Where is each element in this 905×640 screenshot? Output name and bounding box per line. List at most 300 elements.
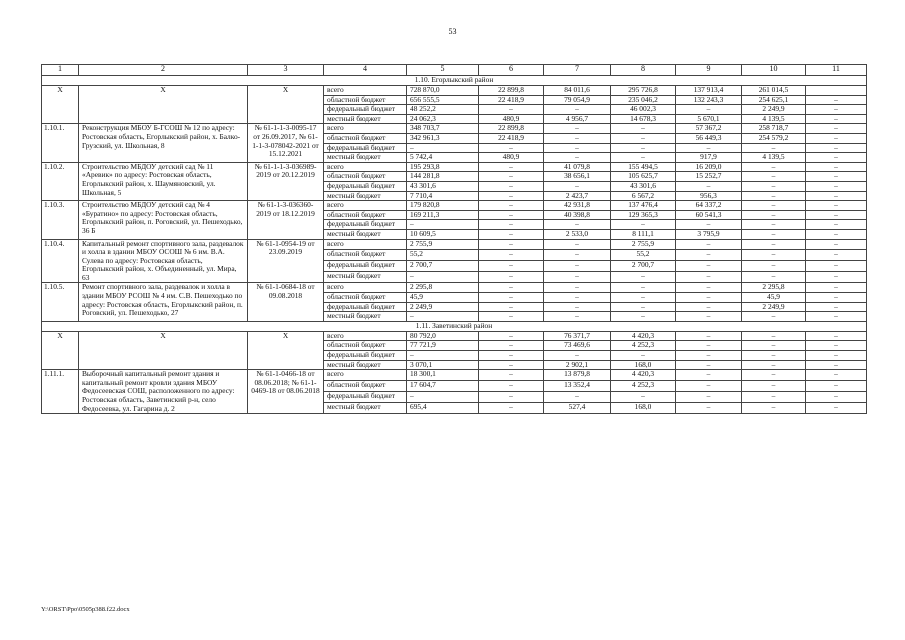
value-cell: – xyxy=(611,392,676,403)
value-cell: – xyxy=(676,181,742,191)
value-cell: 8 111,1 xyxy=(611,229,676,239)
budget-label: всего xyxy=(324,162,407,172)
value-cell: – xyxy=(479,312,544,322)
value-cell: 41 079,8 xyxy=(544,162,611,172)
value-cell: – xyxy=(742,239,806,250)
value-cell: 261 014,5 xyxy=(742,86,806,96)
program-table xyxy=(41,64,867,414)
column-number: 3 xyxy=(248,65,324,76)
budget-label: федеральный бюджет xyxy=(324,302,407,312)
value-cell: – xyxy=(611,133,676,143)
value-cell: – xyxy=(479,381,544,392)
value-cell: – xyxy=(479,229,544,239)
budget-label: местный бюджет xyxy=(324,229,407,239)
budget-label: всего xyxy=(324,239,407,250)
value-cell: – xyxy=(806,105,867,115)
value-cell: – xyxy=(806,302,867,312)
value-cell: – xyxy=(806,283,867,293)
value-cell: 168,0 xyxy=(611,360,676,370)
value-cell: – xyxy=(479,403,544,414)
value-cell: 4 956,7 xyxy=(544,114,611,124)
budget-label: всего xyxy=(324,124,407,134)
budget-label: всего xyxy=(324,201,407,211)
column-number: 7 xyxy=(544,65,611,76)
value-cell: – xyxy=(479,191,544,201)
value-cell: – xyxy=(676,351,742,361)
item-document: X xyxy=(248,86,324,124)
value-cell: 2 295,8 xyxy=(407,283,479,293)
item-document: № 61-1-0684-18 от 09.08.2018 xyxy=(248,283,324,321)
value-cell: – xyxy=(676,381,742,392)
column-number: 4 xyxy=(324,65,407,76)
budget-label: всего xyxy=(324,283,407,293)
value-cell: – xyxy=(676,392,742,403)
value-cell: – xyxy=(676,341,742,351)
value-cell: – xyxy=(479,162,544,172)
value-cell: – xyxy=(479,105,544,115)
value-cell: – xyxy=(544,133,611,143)
value-cell: – xyxy=(676,239,742,250)
table-row xyxy=(42,124,867,134)
budget-label: всего xyxy=(324,370,407,381)
table-row xyxy=(42,239,867,250)
value-cell: 5 670,1 xyxy=(676,114,742,124)
value-cell: – xyxy=(742,312,806,322)
value-cell: 132 243,3 xyxy=(676,95,742,105)
value-cell: 55,2 xyxy=(611,250,676,261)
value-cell: 656 555,5 xyxy=(407,95,479,105)
value-cell: 38 656,1 xyxy=(544,172,611,182)
value-cell: 137 476,4 xyxy=(611,201,676,211)
column-number: 5 xyxy=(407,65,479,76)
value-cell: – xyxy=(806,153,867,163)
value-cell: 4 420,3 xyxy=(611,331,676,341)
value-cell: 4 252,3 xyxy=(611,381,676,392)
item-code: 1.10.5. xyxy=(42,283,79,321)
budget-label: областной бюджет xyxy=(324,250,407,261)
value-cell: 2 755,9 xyxy=(611,239,676,250)
item-document: № 61-1-1-3-036989-2019 от 20.12.2019 xyxy=(248,162,324,200)
value-cell: 2 249,9 xyxy=(742,105,806,115)
column-number-row xyxy=(42,65,867,76)
value-cell: 2 755,9 xyxy=(407,239,479,250)
value-cell: – xyxy=(479,302,544,312)
item-name: Ремонт спортивного зала, раздевалок и холла в здании МБОУ РСОШ № 4 им. С.В. Пешеходько по адресу: Ростовская область, Егорлыкский район, п. Роговский, ул. Пешеходько, 27 xyxy=(79,283,248,321)
value-cell: 342 961,3 xyxy=(407,133,479,143)
section-title: 1.10. Егорлыкский район xyxy=(42,76,867,86)
value-cell: – xyxy=(479,272,544,283)
value-cell: – xyxy=(742,250,806,261)
page-number: 53 xyxy=(448,27,457,36)
value-cell: – xyxy=(742,220,806,230)
column-number: 2 xyxy=(79,65,248,76)
item-code: 1.10.2. xyxy=(42,162,79,200)
value-cell: – xyxy=(806,360,867,370)
value-cell: 48 252,2 xyxy=(407,105,479,115)
table-row xyxy=(42,86,867,96)
value-cell: 155 494,5 xyxy=(611,162,676,172)
value-cell: – xyxy=(611,143,676,153)
budget-label: областной бюджет xyxy=(324,293,407,303)
value-cell: 695,4 xyxy=(407,403,479,414)
table-row xyxy=(42,370,867,381)
value-cell: 55,2 xyxy=(407,250,479,261)
column-number: 10 xyxy=(742,65,806,76)
value-cell: 46 002,3 xyxy=(611,105,676,115)
value-cell: – xyxy=(806,133,867,143)
section-header-row xyxy=(42,321,867,331)
column-number: 8 xyxy=(611,65,676,76)
budget-label: областной бюджет xyxy=(324,341,407,351)
budget-label: всего xyxy=(324,86,407,96)
value-cell: 2 249,9 xyxy=(742,302,806,312)
value-cell: 45,9 xyxy=(742,293,806,303)
budget-label: местный бюджет xyxy=(324,403,407,414)
budget-label: местный бюджет xyxy=(324,114,407,124)
value-cell: – xyxy=(544,250,611,261)
value-cell: 84 011,6 xyxy=(544,86,611,96)
value-cell: – xyxy=(479,210,544,220)
budget-label: федеральный бюджет xyxy=(324,351,407,361)
value-cell: 169 211,3 xyxy=(407,210,479,220)
value-cell: – xyxy=(806,162,867,172)
value-cell: – xyxy=(479,283,544,293)
value-cell: – xyxy=(479,181,544,191)
value-cell: – xyxy=(611,220,676,230)
value-cell: – xyxy=(742,191,806,201)
value-cell: – xyxy=(611,153,676,163)
value-cell: – xyxy=(806,114,867,124)
value-cell: 13 879,8 xyxy=(544,370,611,381)
column-number: 9 xyxy=(676,65,742,76)
value-cell: – xyxy=(742,331,806,341)
budget-label: всего xyxy=(324,331,407,341)
budget-label: местный бюджет xyxy=(324,360,407,370)
value-cell: – xyxy=(742,272,806,283)
value-cell: 43 301,6 xyxy=(611,181,676,191)
value-cell: – xyxy=(544,124,611,134)
value-cell: – xyxy=(676,293,742,303)
value-cell: – xyxy=(806,370,867,381)
value-cell: – xyxy=(676,302,742,312)
value-cell: – xyxy=(407,272,479,283)
value-cell: – xyxy=(544,239,611,250)
value-cell: – xyxy=(742,229,806,239)
value-cell: – xyxy=(806,210,867,220)
value-cell: 22 418,9 xyxy=(479,95,544,105)
value-cell: – xyxy=(806,220,867,230)
value-cell: 2 700,7 xyxy=(611,261,676,272)
value-cell: 480,9 xyxy=(479,114,544,124)
value-cell: – xyxy=(479,370,544,381)
value-cell: – xyxy=(544,105,611,115)
value-cell: 254 579,2 xyxy=(742,133,806,143)
value-cell: – xyxy=(742,261,806,272)
value-cell: – xyxy=(806,341,867,351)
value-cell: 22 899,8 xyxy=(479,124,544,134)
item-name: Строительство МБДОУ детский сад № 4 «Буратино» по адресу: Ростовская область, Егорлыкский район, п. Роговский, ул. Пешеходько, 36 Б xyxy=(79,201,248,239)
value-cell: 64 337,2 xyxy=(676,201,742,211)
item-name: Реконструкция МБОУ Б-ГСОШ № 12 по адресу: Ростовская область, Егорлыкский район, х. Балко-Грузский, ул. Школьная, 8 xyxy=(79,124,248,162)
value-cell: – xyxy=(479,351,544,361)
value-cell: – xyxy=(479,331,544,341)
value-cell: 129 365,3 xyxy=(611,210,676,220)
value-cell: – xyxy=(479,220,544,230)
value-cell: – xyxy=(676,360,742,370)
value-cell: – xyxy=(479,172,544,182)
budget-label: федеральный бюджет xyxy=(324,181,407,191)
column-number: 6 xyxy=(479,65,544,76)
column-number: 11 xyxy=(806,65,867,76)
value-cell: 3 795,9 xyxy=(676,229,742,239)
value-cell: 2 295,8 xyxy=(742,283,806,293)
value-cell: 43 301,6 xyxy=(407,181,479,191)
value-cell: – xyxy=(806,351,867,361)
value-cell: 254 625,1 xyxy=(742,95,806,105)
budget-label: областной бюджет xyxy=(324,95,407,105)
table-row xyxy=(42,201,867,211)
value-cell: 17 604,7 xyxy=(407,381,479,392)
value-cell: – xyxy=(806,331,867,341)
value-cell: 2 902,1 xyxy=(544,360,611,370)
item-document: X xyxy=(248,331,324,369)
item-code: 1.10.3. xyxy=(42,201,79,239)
budget-label: местный бюджет xyxy=(324,312,407,322)
value-cell: – xyxy=(544,302,611,312)
table-row xyxy=(42,331,867,341)
value-cell: 956,3 xyxy=(676,191,742,201)
value-cell: – xyxy=(742,341,806,351)
value-cell: 45,9 xyxy=(407,293,479,303)
value-cell: – xyxy=(806,381,867,392)
value-cell: – xyxy=(742,403,806,414)
file-path: Y:\ORST\Ppo\0505p388.f22.docx xyxy=(41,606,130,613)
value-cell: – xyxy=(806,124,867,134)
budget-label: федеральный бюджет xyxy=(324,392,407,403)
item-code: 1.10.4. xyxy=(42,239,79,283)
value-cell: – xyxy=(407,220,479,230)
value-cell: 179 820,8 xyxy=(407,201,479,211)
value-cell: – xyxy=(407,392,479,403)
value-cell: – xyxy=(544,392,611,403)
item-name: Капитальный ремонт спортивного зала, раздевалок и холла в здании МБОУ ОСОШ № 6 им. В.А. Сулева по адресу: Ростовская область, Егорлыкский район, х. Объединенный, ул. Мира, 63 xyxy=(79,239,248,283)
value-cell: – xyxy=(806,191,867,201)
value-cell: – xyxy=(742,172,806,182)
value-cell: 79 054,9 xyxy=(544,95,611,105)
value-cell: – xyxy=(676,312,742,322)
value-cell: 480,9 xyxy=(479,153,544,163)
value-cell: – xyxy=(479,239,544,250)
value-cell: 4 420,3 xyxy=(611,370,676,381)
table-row xyxy=(42,283,867,293)
value-cell: – xyxy=(611,302,676,312)
value-cell: – xyxy=(407,351,479,361)
value-cell: 22 418,9 xyxy=(479,133,544,143)
value-cell: 22 899,8 xyxy=(479,86,544,96)
value-cell: – xyxy=(806,312,867,322)
value-cell: – xyxy=(676,370,742,381)
value-cell: 168,0 xyxy=(611,403,676,414)
value-cell: 728 870,0 xyxy=(407,86,479,96)
value-cell: – xyxy=(806,239,867,250)
budget-label: областной бюджет xyxy=(324,133,407,143)
value-cell: – xyxy=(611,293,676,303)
value-cell: 5 742,4 xyxy=(407,153,479,163)
value-cell: – xyxy=(544,153,611,163)
budget-label: федеральный бюджет xyxy=(324,105,407,115)
value-cell: – xyxy=(742,181,806,191)
budget-label: федеральный бюджет xyxy=(324,143,407,153)
value-cell: – xyxy=(806,261,867,272)
value-cell: – xyxy=(806,172,867,182)
value-cell: 2 423,7 xyxy=(544,191,611,201)
value-cell: 2 249,9 xyxy=(407,302,479,312)
value-cell: 4 139,5 xyxy=(742,153,806,163)
item-code: X xyxy=(42,331,79,369)
value-cell: – xyxy=(544,272,611,283)
value-cell: – xyxy=(742,210,806,220)
value-cell: – xyxy=(676,143,742,153)
budget-label: местный бюджет xyxy=(324,272,407,283)
value-cell: – xyxy=(611,283,676,293)
value-cell: – xyxy=(806,95,867,105)
value-cell: 2 533,0 xyxy=(544,229,611,239)
value-cell: – xyxy=(676,105,742,115)
value-cell: 56 449,3 xyxy=(676,133,742,143)
value-cell: – xyxy=(742,351,806,361)
column-number: 1 xyxy=(42,65,79,76)
value-cell: 73 469,6 xyxy=(544,341,611,351)
value-cell: 2 700,7 xyxy=(407,261,479,272)
value-cell: 917,9 xyxy=(676,153,742,163)
value-cell: – xyxy=(544,181,611,191)
value-cell: – xyxy=(611,312,676,322)
value-cell: 4 252,3 xyxy=(611,341,676,351)
value-cell: – xyxy=(479,143,544,153)
item-name: X xyxy=(79,331,248,369)
budget-label: местный бюджет xyxy=(324,153,407,163)
value-cell: 258 718,7 xyxy=(742,124,806,134)
value-cell: – xyxy=(806,293,867,303)
item-document: № 61-1-0954-19 от 23.09.2019 xyxy=(248,239,324,283)
value-cell: 10 609,5 xyxy=(407,229,479,239)
value-cell: – xyxy=(479,201,544,211)
value-cell: – xyxy=(742,370,806,381)
value-cell: – xyxy=(806,403,867,414)
value-cell: – xyxy=(544,293,611,303)
value-cell: – xyxy=(611,124,676,134)
value-cell: – xyxy=(742,162,806,172)
value-cell: – xyxy=(479,250,544,261)
value-cell: – xyxy=(676,272,742,283)
item-name: Выборочный капитальный ремонт здания и капитальный ремонт кровли здания МБОУ Федосеевская СОШ, расположенного по адресу: Ростовская область, Заветинский р-н, село Федосеевка, ул. Гагарина д. 2 xyxy=(79,370,248,414)
value-cell: – xyxy=(676,261,742,272)
value-cell: 6 567,2 xyxy=(611,191,676,201)
value-cell: 295 726,8 xyxy=(611,86,676,96)
budget-label: областной бюджет xyxy=(324,381,407,392)
value-cell: 14 678,3 xyxy=(611,114,676,124)
item-code: X xyxy=(42,86,79,124)
value-cell: – xyxy=(742,143,806,153)
value-cell: – xyxy=(407,143,479,153)
value-cell: 77 721,9 xyxy=(407,341,479,351)
value-cell: 348 703,7 xyxy=(407,124,479,134)
value-cell: – xyxy=(479,392,544,403)
value-cell: – xyxy=(806,392,867,403)
value-cell: – xyxy=(676,283,742,293)
value-cell: – xyxy=(407,312,479,322)
value-cell: 137 913,4 xyxy=(676,86,742,96)
section-title: 1.11. Заветинский район xyxy=(42,321,867,331)
item-code: 1.10.1. xyxy=(42,124,79,162)
value-cell: – xyxy=(544,261,611,272)
budget-label: областной бюджет xyxy=(324,210,407,220)
value-cell: 235 046,2 xyxy=(611,95,676,105)
value-cell: 7 710,4 xyxy=(407,191,479,201)
value-cell: 60 541,3 xyxy=(676,210,742,220)
item-name: Строительство МБДОУ детский сад № 11 «Аревик» по адресу: Ростовская область, Егорлыкский район, х. Шаумяновский, ул. Школьная, 5 xyxy=(79,162,248,200)
value-cell: 4 139,5 xyxy=(742,114,806,124)
item-document: № 61-1-3-036360-2019 от 18.12.2019 xyxy=(248,201,324,239)
item-document: № 61-1-0466-18 от 08.06.2018; № 61-1-0469-18 от 08.06.2018 xyxy=(248,370,324,414)
value-cell: – xyxy=(544,143,611,153)
value-cell: – xyxy=(806,181,867,191)
value-cell: 105 625,7 xyxy=(611,172,676,182)
value-cell: – xyxy=(544,220,611,230)
item-name: X xyxy=(79,86,248,124)
value-cell: – xyxy=(676,403,742,414)
value-cell: – xyxy=(742,381,806,392)
value-cell: 527,4 xyxy=(544,403,611,414)
value-cell: 195 293,8 xyxy=(407,162,479,172)
section-header-row xyxy=(42,76,867,86)
value-cell: – xyxy=(806,250,867,261)
value-cell: – xyxy=(806,229,867,239)
value-cell: – xyxy=(479,360,544,370)
value-cell: 16 209,0 xyxy=(676,162,742,172)
value-cell xyxy=(806,86,867,96)
value-cell: – xyxy=(544,351,611,361)
value-cell: – xyxy=(479,293,544,303)
item-code: 1.11.1. xyxy=(42,370,79,414)
value-cell: 15 252,7 xyxy=(676,172,742,182)
value-cell: – xyxy=(611,272,676,283)
value-cell: – xyxy=(742,201,806,211)
table-row xyxy=(42,162,867,172)
value-cell: – xyxy=(806,272,867,283)
budget-label: местный бюджет xyxy=(324,191,407,201)
value-cell: – xyxy=(479,261,544,272)
value-cell: – xyxy=(611,351,676,361)
value-cell: 144 281,8 xyxy=(407,172,479,182)
value-cell: 40 398,8 xyxy=(544,210,611,220)
value-cell: – xyxy=(544,283,611,293)
budget-label: федеральный бюджет xyxy=(324,220,407,230)
value-cell: – xyxy=(806,201,867,211)
value-cell: 80 792,0 xyxy=(407,331,479,341)
value-cell: 18 300,1 xyxy=(407,370,479,381)
value-cell: – xyxy=(544,312,611,322)
budget-label: областной бюджет xyxy=(324,172,407,182)
value-cell: – xyxy=(676,220,742,230)
value-cell: – xyxy=(676,331,742,341)
value-cell: 3 070,1 xyxy=(407,360,479,370)
value-cell: 13 352,4 xyxy=(544,381,611,392)
value-cell: 42 931,8 xyxy=(544,201,611,211)
item-document: № 61-1-1-3-0095-17 от 26.09.2017, № 61-1-1-3-078042-2021 от 15.12.2021 xyxy=(248,124,324,162)
value-cell: – xyxy=(676,250,742,261)
value-cell: – xyxy=(479,341,544,351)
